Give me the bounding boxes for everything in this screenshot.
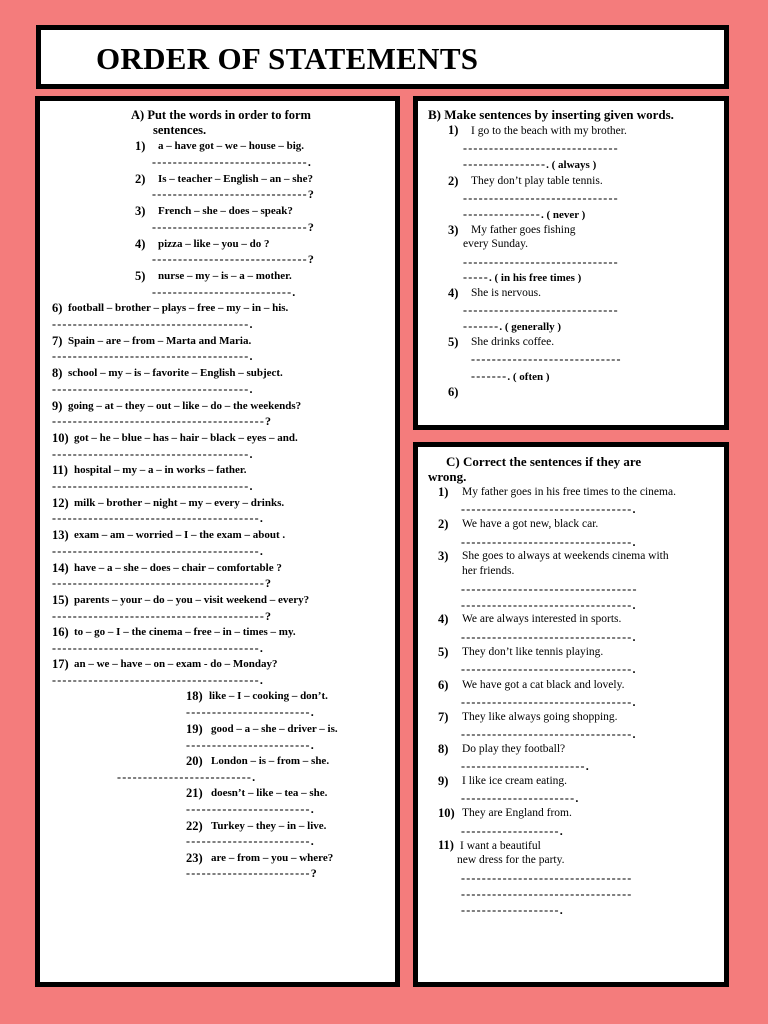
scrambled-words: Is – teacher – English – an – she? <box>158 173 314 185</box>
answer-blank[interactable]: ----------------------------------------- <box>52 414 266 428</box>
answer-line <box>461 825 564 837</box>
blank-end-mark: . <box>632 535 637 549</box>
scrambled-words: milk – brother – night – my – every – drinks. <box>74 497 285 509</box>
answer-line <box>52 448 254 460</box>
answer-line <box>186 867 318 879</box>
answer-blank[interactable]: ------------------------------ <box>463 191 619 205</box>
scrambled-words: football – brother – plays – free – my – in – his. <box>68 302 289 314</box>
answer-blank[interactable]: ----- <box>463 270 489 284</box>
sentence-text: They don’t play table tennis. <box>471 175 603 187</box>
answer-line <box>186 803 315 815</box>
answer-blank[interactable]: --------------------------------- <box>461 662 633 676</box>
blank-end-mark: . <box>249 349 254 363</box>
item-number: 4) <box>448 286 459 300</box>
blank-end-mark: . <box>307 155 313 169</box>
answer-blank[interactable]: ---------------------------------------- <box>52 511 260 525</box>
item-number: 10) <box>52 431 69 445</box>
blank-end-mark: . <box>259 544 265 558</box>
answer-line <box>461 583 638 595</box>
item-number: 5) <box>448 335 459 349</box>
blank-end-mark: . <box>632 727 637 741</box>
section-c-heading-cont: wrong. <box>428 469 467 484</box>
answer-line <box>463 192 619 204</box>
answer-blank[interactable]: ------------------------ <box>186 738 311 752</box>
item-number: 1) <box>438 485 449 499</box>
answer-line <box>152 286 297 298</box>
scrambled-words: school – my – is – favorite – English – subject. <box>68 367 283 379</box>
item-number: 1) <box>448 123 459 137</box>
answer-line <box>52 318 254 330</box>
answer-line <box>463 208 585 221</box>
wrong-sentence: Do play they football? <box>462 743 566 755</box>
scrambled-words: Spain – are – from – Marta and Maria. <box>68 335 252 347</box>
item-number: 4) <box>135 237 146 251</box>
blank-end-mark: . <box>259 511 265 525</box>
sentence-text: I go to the beach with my brother. <box>471 125 627 137</box>
answer-blank[interactable]: ----------------------------------------- <box>52 576 266 590</box>
answer-line <box>52 577 272 589</box>
item-number: 8) <box>52 366 63 380</box>
answer-blank[interactable]: ---------------------------------------- <box>52 673 260 687</box>
answer-blank[interactable]: ------------------------ <box>186 866 311 880</box>
answer-blank[interactable]: --------------------------------- <box>461 535 633 549</box>
item-number: 11) <box>52 463 68 477</box>
answer-blank[interactable]: --------------------------------- <box>461 598 633 612</box>
scrambled-words: have – a – she – does – chair – comfortable ? <box>74 562 282 574</box>
answer-blank[interactable]: ------------------------ <box>186 834 311 848</box>
wrong-sentence: We have a got new, black car. <box>462 518 599 530</box>
item-number: 4) <box>438 612 449 626</box>
answer-blank[interactable]: ------------------------------ <box>463 303 619 317</box>
blank-end-mark: . <box>292 285 297 299</box>
answer-line <box>461 536 637 548</box>
scrambled-words: doesn’t – like – tea – she. <box>211 787 328 799</box>
given-word-hint: . ( never ) <box>540 209 586 221</box>
answer-line <box>52 480 254 492</box>
item-number: 9) <box>52 399 63 413</box>
scrambled-words: French – she – does – speak? <box>158 205 293 217</box>
item-number: 1) <box>135 139 146 153</box>
answer-line <box>52 545 264 557</box>
blank-end-mark: . <box>310 802 315 816</box>
wrong-sentence-cont: new dress for the party. <box>457 854 565 866</box>
blank-end-mark: . <box>259 641 265 655</box>
answer-line <box>186 835 315 847</box>
scrambled-words: good – a – she – driver – is. <box>211 723 338 735</box>
scrambled-words: Turkey – they – in – live. <box>211 820 327 832</box>
item-number: 11) <box>438 838 454 852</box>
item-number: 5) <box>438 645 449 659</box>
item-number: 5) <box>135 269 146 283</box>
answer-line <box>461 904 564 916</box>
answer-blank[interactable]: ---------------------------------- <box>461 582 638 596</box>
answer-blank[interactable]: ------- <box>471 369 508 383</box>
blank-end-mark: . <box>559 824 564 838</box>
wrong-sentence: We are always interested in sports. <box>462 613 622 625</box>
page-title: ORDER OF STATEMENTS <box>96 41 479 76</box>
item-number: 3) <box>135 204 146 218</box>
answer-line <box>52 415 272 427</box>
answer-line <box>52 610 272 622</box>
answer-blank[interactable]: --------------------------------- <box>461 887 633 901</box>
given-word-hint: . ( always ) <box>546 159 597 171</box>
item-number: 6) <box>438 678 449 692</box>
item-number: 8) <box>438 742 449 756</box>
item-number: 17) <box>52 657 69 671</box>
wrong-sentence: She goes to always at weekends cinema with <box>462 550 669 562</box>
sentence-text: She drinks coffee. <box>471 336 555 348</box>
scrambled-words: an – we – have – on – exam - do – Monday? <box>74 658 278 670</box>
scrambled-words: a – have got – we – house – big. <box>158 140 305 152</box>
answer-line <box>52 383 254 395</box>
section-b-heading: B) Make sentences by inserting given words. <box>428 107 674 122</box>
answer-blank[interactable]: -------------------------------------- <box>52 447 250 461</box>
answer-blank[interactable]: ----------------------------- <box>471 352 622 366</box>
answer-line <box>52 674 264 686</box>
answer-blank[interactable]: ------------------- <box>461 903 560 917</box>
answer-blank[interactable]: -------------------------------------- <box>52 479 250 493</box>
answer-line <box>463 304 619 316</box>
wrong-sentence: My father goes in his free times to the cinema. <box>462 486 676 498</box>
answer-blank[interactable]: -------------------------------------- <box>52 317 250 331</box>
item-number: 22) <box>186 819 203 833</box>
answer-line <box>461 631 637 643</box>
answer-blank[interactable]: ------------------------------ <box>463 141 619 155</box>
answer-line <box>52 512 264 524</box>
answer-line <box>471 370 550 383</box>
item-number: 2) <box>448 174 459 188</box>
answer-blank[interactable]: ------------------------------ <box>152 220 308 234</box>
given-word-hint: . ( generally ) <box>499 321 562 333</box>
blank-end-mark: . <box>310 705 315 719</box>
answer-line <box>461 728 637 740</box>
answer-blank[interactable]: ------------------------ <box>461 759 586 773</box>
answer-line <box>463 158 596 171</box>
answer-blank[interactable]: ---------------------------------------- <box>52 544 260 558</box>
scrambled-words: exam – am – worried – I – the exam – about . <box>74 529 286 541</box>
answer-line <box>52 350 254 362</box>
answer-line <box>461 663 637 675</box>
answer-blank[interactable]: ------------------------ <box>186 705 311 719</box>
item-number: 14) <box>52 561 69 575</box>
section-a-heading-cont: sentences. <box>153 123 207 137</box>
answer-line <box>461 792 580 804</box>
section-a-heading: A) Put the words in order to form <box>131 108 311 122</box>
answer-line <box>152 156 312 168</box>
blank-end-mark: . <box>585 759 590 773</box>
blank-end-mark: . <box>632 695 637 709</box>
item-number: 20) <box>186 754 203 768</box>
item-number: 19) <box>186 722 203 736</box>
item-number: 10) <box>438 806 455 820</box>
answer-blank[interactable]: -------------------------------------- <box>52 382 250 396</box>
answer-blank[interactable]: ------- <box>463 319 500 333</box>
wrong-sentence: I want a beautiful <box>460 840 541 852</box>
blank-end-mark: ? <box>307 187 316 201</box>
blank-end-mark: . <box>310 738 315 752</box>
answer-blank[interactable]: -------------------------- <box>117 770 253 784</box>
blank-end-mark: . <box>249 447 254 461</box>
answer-blank[interactable]: --------------------------------- <box>461 871 633 885</box>
blank-end-mark: ? <box>310 866 318 880</box>
answer-line <box>463 320 561 333</box>
scrambled-words: are – from – you – where? <box>211 852 334 864</box>
answer-line <box>152 188 315 200</box>
answer-line <box>186 706 315 718</box>
wrong-sentence: We have got a cat black and lovely. <box>462 679 625 691</box>
answer-line <box>461 760 590 772</box>
section-c-heading: C) Correct the sentences if they are <box>446 454 642 469</box>
wrong-sentence: They like always going shopping. <box>462 711 618 723</box>
blank-end-mark: ? <box>265 609 273 623</box>
answer-line <box>186 739 315 751</box>
scrambled-words: got – he – blue – has – hair – black – eyes – and. <box>74 432 298 444</box>
blank-end-mark: . <box>249 317 254 331</box>
item-number: 7) <box>52 334 63 348</box>
item-number: 18) <box>186 689 203 703</box>
answer-blank[interactable]: --------------------------------- <box>461 695 633 709</box>
answer-line <box>463 142 619 154</box>
blank-end-mark: ? <box>265 576 273 590</box>
item-number: 3) <box>438 549 449 563</box>
blank-end-mark: . <box>632 630 637 644</box>
item-number: 21) <box>186 786 203 800</box>
answer-blank[interactable]: ------------------- <box>461 824 560 838</box>
answer-line <box>461 599 637 611</box>
answer-blank[interactable]: --------------------------------- <box>461 502 633 516</box>
answer-line <box>461 872 632 884</box>
answer-blank[interactable]: ------------------------------ <box>152 252 308 266</box>
item-number: 3) <box>448 223 459 237</box>
blank-end-mark: ? <box>265 414 273 428</box>
answer-line <box>461 888 632 900</box>
answer-line <box>152 253 315 265</box>
answer-line <box>152 221 315 233</box>
item-number: 16) <box>52 625 69 639</box>
blank-end-mark: . <box>252 770 257 784</box>
scrambled-words: London – is – from – she. <box>211 755 330 767</box>
sentence-text: My father goes fishing <box>471 224 576 236</box>
answer-blank[interactable]: ---------------------------------------- <box>52 641 260 655</box>
sentence-text-cont: every Sunday. <box>463 238 529 250</box>
answer-blank[interactable]: ---------------- <box>463 157 547 171</box>
answer-blank[interactable]: ------------------------------ <box>152 155 308 169</box>
answer-blank[interactable]: -------------------------------------- <box>52 349 250 363</box>
answer-blank[interactable]: ------------------------ <box>186 802 311 816</box>
answer-blank[interactable]: --------------------------------- <box>461 630 633 644</box>
wrong-sentence: They don’t like tennis playing. <box>462 646 604 658</box>
scrambled-words: pizza – like – you – do ? <box>158 238 270 250</box>
answer-line <box>463 271 581 284</box>
answer-blank[interactable]: ------------------------------ <box>152 187 308 201</box>
answer-line <box>471 353 622 365</box>
given-word-hint: . ( in his free times ) <box>488 272 582 284</box>
scrambled-words: like – I – cooking – don’t. <box>209 690 328 702</box>
blank-end-mark: ? <box>307 220 316 234</box>
wrong-sentence: They are England from. <box>462 807 572 819</box>
blank-end-mark: . <box>310 834 315 848</box>
answer-line <box>52 642 264 654</box>
scrambled-words: to – go – I – the cinema – free – in – times – my. <box>74 626 296 638</box>
answer-blank[interactable]: ------------------------------ <box>463 255 619 269</box>
sentence-text: She is nervous. <box>471 287 541 299</box>
item-number: 6) <box>448 385 459 399</box>
title-box <box>36 25 729 89</box>
item-number: 9) <box>438 774 449 788</box>
scrambled-words: nurse – my – is – a – mother. <box>158 270 292 282</box>
answer-blank[interactable]: ----------------------------------------- <box>52 609 266 623</box>
item-number: 15) <box>52 593 69 607</box>
answer-line <box>461 503 637 515</box>
given-word-hint: . ( often ) <box>507 371 550 383</box>
item-number: 12) <box>52 496 69 510</box>
blank-end-mark: . <box>249 479 254 493</box>
item-number: 7) <box>438 710 449 724</box>
answer-blank[interactable]: --------------- <box>463 207 541 221</box>
answer-blank[interactable]: --------------------------- <box>152 285 293 299</box>
blank-end-mark: . <box>575 791 580 805</box>
blank-end-mark: . <box>632 598 637 612</box>
answer-line <box>463 256 619 268</box>
answer-line <box>461 696 637 708</box>
scrambled-words: parents – your – do – you – visit weekend – every? <box>74 594 310 606</box>
answer-blank[interactable]: ---------------------- <box>461 791 576 805</box>
item-number: 13) <box>52 528 69 542</box>
wrong-sentence: I like ice cream eating. <box>462 775 568 787</box>
scrambled-words: hospital – my – a – in works – father. <box>74 464 247 476</box>
blank-end-mark: . <box>632 502 637 516</box>
blank-end-mark: . <box>259 673 265 687</box>
answer-line <box>117 771 256 783</box>
answer-blank[interactable]: --------------------------------- <box>461 727 633 741</box>
blank-end-mark: . <box>632 662 637 676</box>
item-number: 6) <box>52 301 63 315</box>
blank-end-mark: ? <box>307 252 316 266</box>
item-number: 2) <box>438 517 449 531</box>
item-number: 23) <box>186 851 203 865</box>
blank-end-mark: . <box>249 382 254 396</box>
scrambled-words: going – at – they – out – like – do – the weekends? <box>68 400 302 412</box>
wrong-sentence-cont: her friends. <box>462 565 515 577</box>
item-number: 2) <box>135 172 146 186</box>
blank-end-mark: . <box>559 903 564 917</box>
